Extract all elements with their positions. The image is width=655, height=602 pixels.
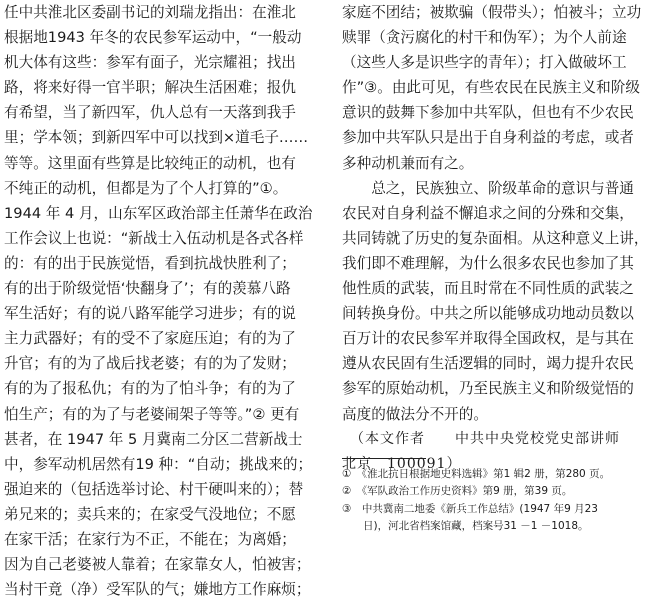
body-line: 我们即不难理解，为什么很多农民也参加了其 — [342, 254, 634, 272]
body-line: 的：有的出于民族觉悟，看到抗战快胜利了； — [4, 254, 296, 272]
body-line: 升官；有的为了战后找老婆；有的为了发财； — [4, 355, 296, 373]
body-line: 等等。这里面有些算是比较纯正的动机，也有 — [4, 154, 296, 172]
body-line: 里；学本领；到新四军中可以找到×道毛子…… — [4, 129, 309, 147]
body-line: （这些人多是识些字的青年）；打入做破坏工 — [342, 54, 627, 72]
footnotes — [342, 466, 652, 536]
body-line: 强迫来的（包括选举讨论、村干硬叫来的）；替 — [4, 480, 304, 498]
body-line: 不纯正的动机，但都是为了个人打算的”①。 — [4, 179, 288, 197]
body-line: 1944 年 4 月，山东军区政治部主任萧华在政治 — [4, 204, 313, 222]
body-line: 主力武器好；有的受不了家庭压迫；有的为了 — [4, 330, 296, 348]
body-line: 中，参军动机居然有19 种：“自动；挑战来的； — [4, 455, 313, 473]
body-line: 他性质的武装，而且时常在不同性质的武装之 — [342, 280, 634, 298]
right-column — [342, 0, 652, 477]
body-line: 家庭不团结；被欺骗（假带头）；怕被斗；立功 — [342, 4, 642, 21]
body-line: 工作会议上也说：“新战士入伍动机是各式各样 — [4, 229, 304, 247]
footnote-3: ③ 中共冀南二地委《新兵工作总结》(1947 年9 月23 — [342, 502, 598, 515]
body-line: 根据地1943 年冬的农民参军运动中，“一般动 — [4, 29, 302, 47]
body-line: 弟兄来的；卖兵来的；在家受气没地位；不愿 — [4, 505, 296, 523]
body-line: 赎罪（贪污腐化的村干和伪军）；为个人前途 — [342, 29, 627, 47]
body-line: 意识的鼓舞下参加中共军队，但也有不少农民 — [342, 104, 634, 122]
author-note: 北京 100091） — [342, 455, 462, 472]
body-line: 军生活好；有的说八路军能学习进步；有的说 — [4, 305, 296, 323]
body-line: 农民对自身利益不懈追求之间的分殊和交集， — [342, 204, 634, 222]
body-line: 怕生产；有的为了与老婆闹架子等等。”② 更有 — [4, 405, 300, 423]
body-line: 作”③。由此可见，有些农民在民族主义和阶级 — [342, 79, 640, 97]
body-line: 共同铸就了历史的复杂面相。从这种意义上讲， — [342, 229, 649, 247]
footnote-2: ② 《军队政治工作历史资料》第9 册，第39 页。 — [342, 485, 573, 498]
footnote-3-cont: 日)，河北省档案馆藏，档案号31 －1 －1018。 — [342, 520, 589, 533]
body-line: 遵从农民固有生活逻辑的同时，竭力提升农民 — [342, 355, 634, 373]
body-line: 百万计的农民参军并取得全国政权，是与其在 — [342, 330, 634, 348]
body-line: 参军的原始动机，乃至民族主义和阶级觉悟的 — [342, 380, 634, 398]
body-line: 多种动机兼而有之。 — [342, 154, 474, 172]
body-line: 有的为了报私仇；有的为了怕斗争；有的为了 — [4, 380, 296, 398]
footnote-divider — [342, 458, 426, 459]
body-line: 机大体有这些：参军有面子，光宗耀祖；找出 — [4, 54, 296, 72]
body-line: 在家干活；在家行为不正，不能在；为离婚； — [4, 530, 296, 548]
author-note: （本文作者 中共中央党校党史部讲师 — [342, 430, 620, 447]
body-line: 甚者，在 1947 年 5 月冀南二分区二营新战士 — [4, 430, 303, 448]
left-column — [4, 0, 324, 602]
body-line: 有希望，当了新四军，仇人总有一天落到我手 — [4, 104, 296, 122]
body-line: 高度的做法分不开的。 — [342, 405, 488, 423]
body-line: 参加中共军队只是出于自身利益的考虑，或者 — [342, 129, 634, 147]
footnote-1: ① 《淮北抗日根据地史料选辑》第1 辑2 册，第280 页。 — [342, 468, 611, 480]
body-line: 路，将来好得一官半职；解决生活困难；报仇 — [4, 79, 296, 97]
body-line: 间转换身份。中共之所以能够成功地动员数以 — [342, 305, 634, 323]
body-line: 总之，民族独立、阶级革命的意识与普通 — [342, 179, 634, 197]
body-line: 任中共淮北区委副书记的刘瑞龙指出：在淮北 — [4, 4, 296, 21]
body-line: 当村干竟（净）受军队的气；嫌地方工作麻烦； — [4, 581, 311, 599]
body-line: 有的出于阶级觉悟‘快翻身了’；有的羡慕八路 — [4, 280, 291, 298]
body-line: 因为自己老婆被人靠着；在家靠女人，怕被害； — [4, 556, 311, 574]
